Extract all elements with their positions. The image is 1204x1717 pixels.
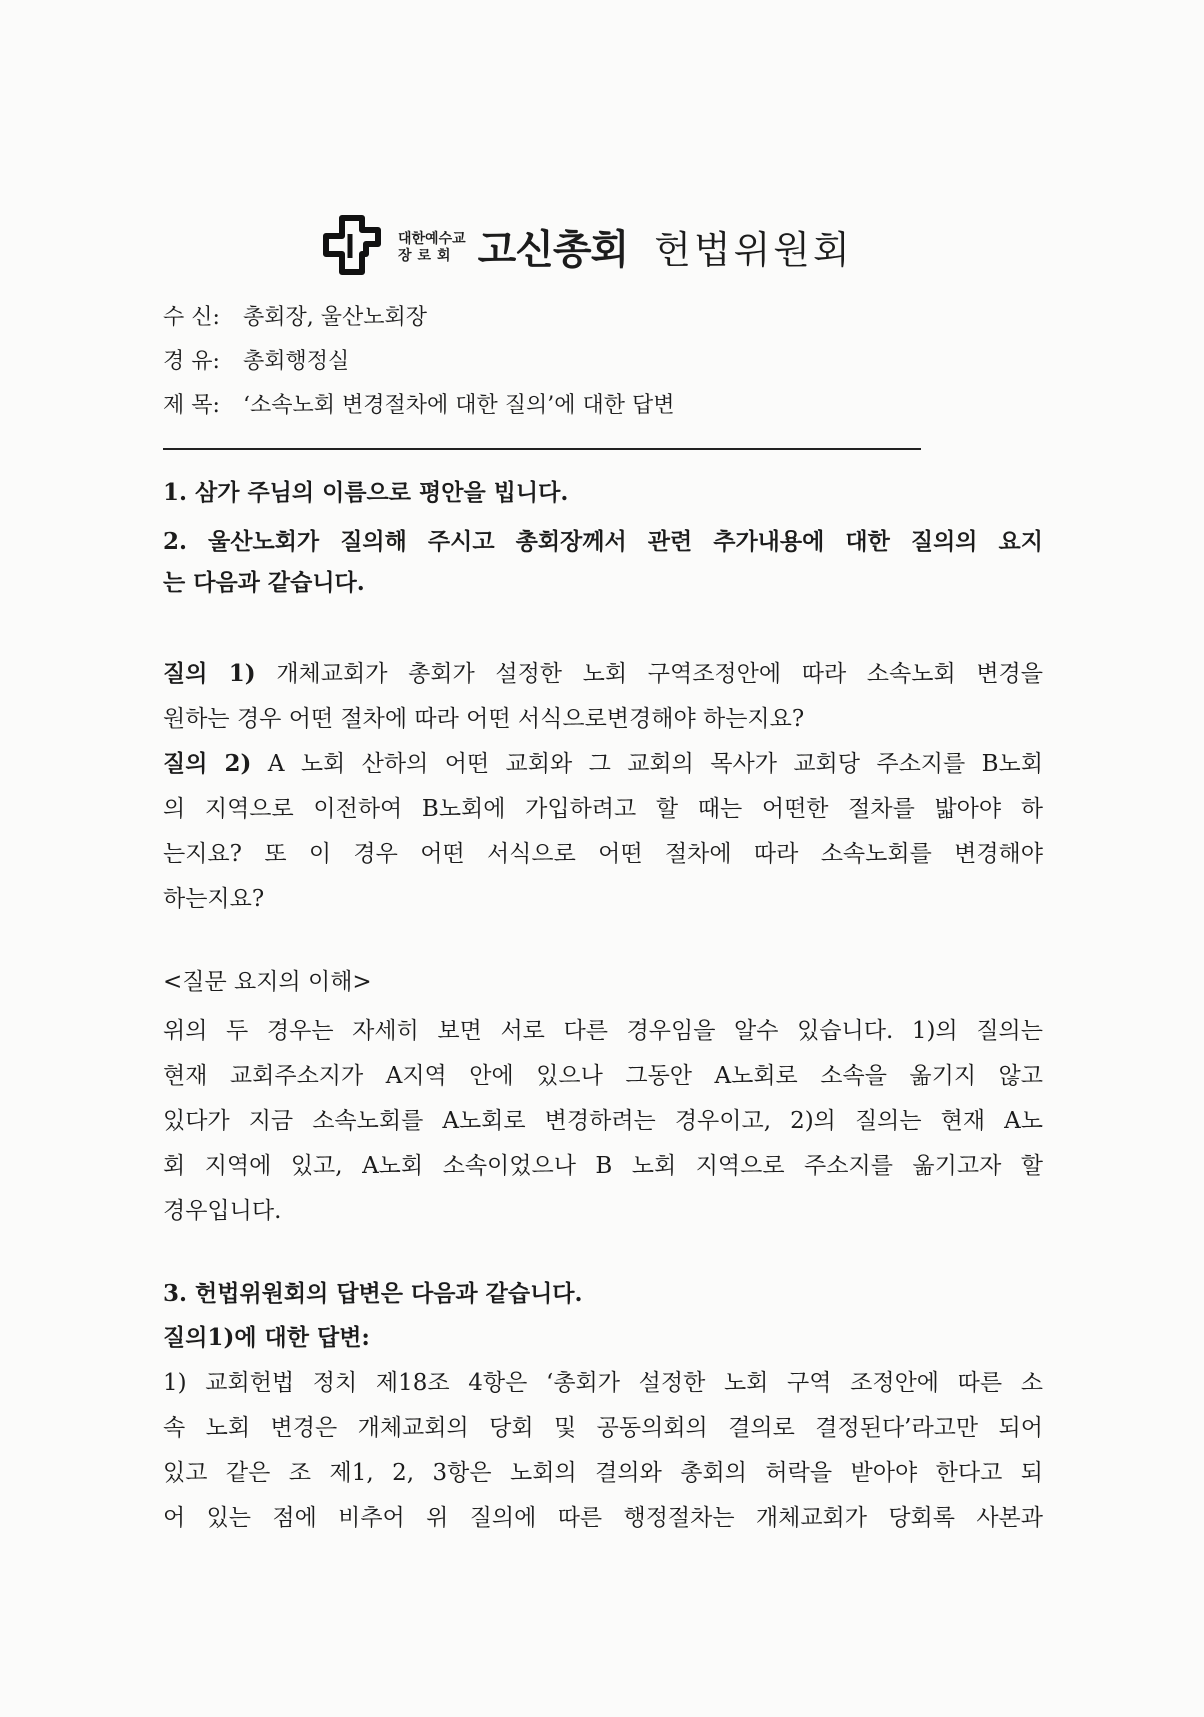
question-2-line-4: 하는지요? bbox=[163, 886, 265, 912]
question-2-text: A 노회 산하의 어떤 교회와 그 교회의 목사가 교회당 주소지를 B노회 bbox=[251, 751, 1043, 777]
answer-1-line-1: 1) 교회헌법 정치 제18조 4항은 ‘총회가 설정한 노회 구역 조정안에 따른 소 bbox=[163, 1370, 1044, 1396]
paragraph-2-line-1: 2. 울산노회가 질의해 주시고 총회장께서 관련 추가내용에 대한 질의의 요지 bbox=[163, 528, 1043, 555]
paragraph-3: 3. 헌법위원회의 답변은 다음과 같습니다. bbox=[163, 1280, 583, 1307]
understanding-line-2: 현재 교회주소지가 A지역 안에 있으나 그동안 A노회로 소속을 옮기지 않고 bbox=[163, 1063, 1043, 1089]
via-line bbox=[163, 344, 349, 375]
question-2-line-3: 는지요? 또 이 경우 어떤 서식으로 어떤 절차에 따라 소속노회를 변경해야 bbox=[163, 841, 1043, 867]
recipient-line bbox=[163, 300, 427, 331]
paragraph-1: 1. 삼가 주님의 이름으로 평안을 빕니다. bbox=[163, 479, 569, 506]
subject-value: ‘소속노회 변경절차에 대한 질의’에 대한 답변 bbox=[243, 393, 675, 418]
understanding-line-4: 회 지역에 있고, A노회 소속이었으나 B 노회 지역으로 주소지를 옮기고자 할 bbox=[163, 1153, 1043, 1179]
org-small-name bbox=[398, 231, 466, 265]
committee-name: 헌법위원회 bbox=[654, 227, 853, 272]
recipient-label: 수 신: bbox=[163, 305, 220, 330]
question-2-line-1 bbox=[163, 745, 1043, 778]
question-1-text: 개체교회가 총회가 설정한 노회 구역조정안에 따라 소속노회 변경을 bbox=[255, 661, 1043, 687]
understanding-line-1: 위의 두 경우는 자세히 보면 서로 다른 경우임을 알수 있습니다. 1)의 질의는 bbox=[163, 1018, 1043, 1044]
church-cross-logo bbox=[320, 214, 390, 278]
via-label: 경 유: bbox=[163, 349, 220, 374]
paragraph-2-line-2: 는 다음과 같습니다. bbox=[163, 569, 365, 596]
answer-1-line-3: 있고 같은 조 제1, 2, 3항은 노회의 결의와 총회의 허락을 받아야 한다고 되 bbox=[163, 1460, 1043, 1486]
understanding-title: <질문 요지의 이해> bbox=[163, 969, 372, 995]
letterhead bbox=[320, 214, 853, 278]
subject-label: 제 목: bbox=[163, 393, 220, 418]
org-small-line2: 장로회 bbox=[398, 248, 457, 264]
question-1-label: 질의 1) bbox=[163, 660, 256, 687]
recipient-value: 총회장, 울산노회장 bbox=[243, 305, 428, 330]
question-1-line-2: 원하는 경우 어떤 절차에 따라 어떤 서식으로변경해야 하는지요? bbox=[163, 706, 805, 732]
org-small-line1: 대한예수교 bbox=[398, 231, 466, 247]
question-1-line-1 bbox=[163, 655, 1043, 688]
answer-1-line-4: 어 있는 점에 비추어 위 질의에 따른 행정절차는 개체교회가 당회록 사본과 bbox=[163, 1505, 1043, 1531]
question-2-line-2: 의 지역으로 이전하여 B노회에 가입하려고 할 때는 어떤한 절차를 밟아야 하 bbox=[163, 796, 1043, 822]
question-2-label: 질의 2) bbox=[163, 750, 252, 777]
via-value: 총회행정실 bbox=[243, 349, 350, 374]
answer-1-line-2: 속 노회 변경은 개체교회의 당회 및 공동의회의 결의로 결정된다’라고만 되어 bbox=[163, 1415, 1043, 1441]
org-main-name: 고신총회 bbox=[477, 226, 629, 273]
header-divider bbox=[163, 448, 921, 450]
understanding-line-3: 있다가 지금 소속노회를 A노회로 변경하려는 경우이고, 2)의 질의는 현재 A노 bbox=[163, 1108, 1043, 1134]
answer-1-title: 질의1)에 대한 답변: bbox=[163, 1324, 370, 1351]
subject-line bbox=[163, 388, 675, 419]
understanding-line-5: 경우입니다. bbox=[163, 1198, 282, 1224]
